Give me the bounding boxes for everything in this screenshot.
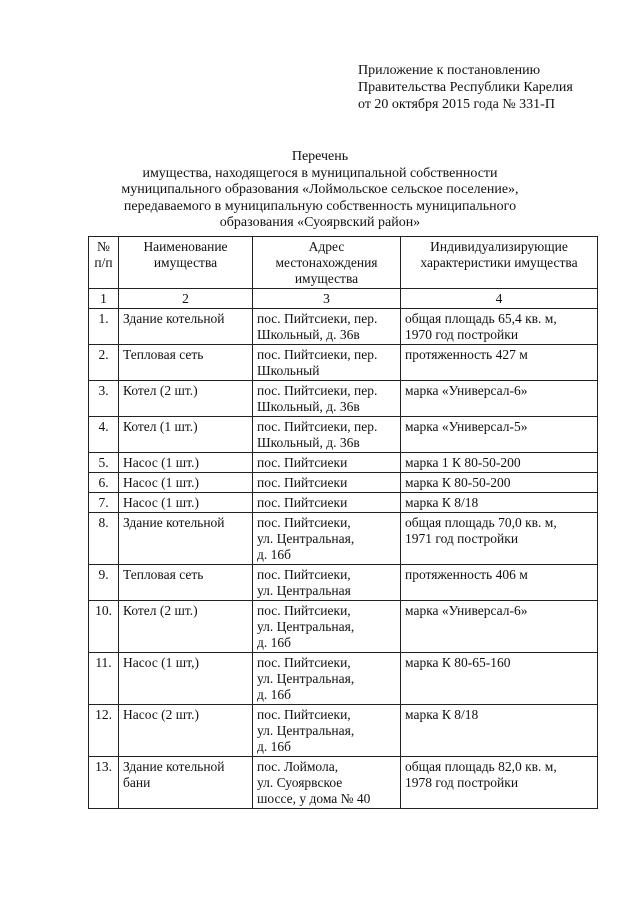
cell-line: марка К 80-65-160 — [405, 655, 511, 670]
cell-number: 12. — [89, 705, 119, 757]
cell-line: пос. Пийтсиеки, пер. — [257, 419, 378, 434]
cell-line: 1970 год постройки — [405, 327, 519, 342]
cell-line: Насос (1 шт.) — [123, 455, 199, 470]
cell-line: д. 16б — [257, 547, 291, 562]
cell-line: пос. Пийтсиеки, — [257, 515, 351, 530]
cell-number: 5. — [89, 453, 119, 473]
cell-characteristics — [401, 417, 598, 453]
table-row — [89, 493, 598, 513]
cell-characteristics — [401, 309, 598, 345]
cell-line: Насос (2 шт.) — [123, 707, 199, 722]
cell-line: Насос (1 шт.) — [123, 475, 199, 490]
table-header-row — [89, 237, 598, 289]
cell-line: ул. Суоярвское — [257, 775, 343, 790]
cell-line: марка «Универсал-5» — [405, 419, 528, 434]
cell-number: 10. — [89, 601, 119, 653]
cell-line: д. 16б — [257, 687, 291, 702]
appendix-note — [358, 62, 573, 113]
cell-number: 6. — [89, 473, 119, 493]
cell-line: бани — [123, 775, 151, 790]
cell-address — [253, 453, 401, 473]
cell-line: пос. Пийтсиеки — [257, 475, 348, 490]
cell-line: Котел (2 шт.) — [123, 383, 198, 398]
cell-line: Котел (1 шт.) — [123, 419, 198, 434]
cell-name — [119, 345, 253, 381]
cell-characteristics — [401, 653, 598, 705]
cell-line: Школьный — [257, 363, 320, 378]
cell-name — [119, 653, 253, 705]
cell-line: пос. Пийтсиеки, пер. — [257, 311, 378, 326]
cell-line: ул. Центральная, — [257, 531, 355, 546]
cell-address — [253, 309, 401, 345]
cell-line: пос. Пийтсиеки, — [257, 603, 351, 618]
appendix-line: Правительства Республики Карелия — [358, 80, 573, 95]
heading-line: образования «Суоярвский район» — [219, 215, 421, 230]
cell-line: Котел (2 шт.) — [123, 603, 198, 618]
cell-number: 7. — [89, 493, 119, 513]
cell-characteristics — [401, 345, 598, 381]
cell-address — [253, 601, 401, 653]
table-row — [89, 473, 598, 493]
cell-line: пос. Пийтсиеки — [257, 495, 348, 510]
cell-name — [119, 565, 253, 601]
cell-address — [253, 653, 401, 705]
column-index: 1 — [89, 289, 119, 309]
header-line: имущества — [294, 271, 359, 286]
property-table — [88, 236, 598, 809]
cell-characteristics — [401, 453, 598, 473]
cell-line: ул. Центральная, — [257, 723, 355, 738]
cell-line: марка К 8/18 — [405, 707, 479, 722]
cell-characteristics — [401, 493, 598, 513]
cell-name — [119, 473, 253, 493]
cell-line: пос. Лоймола, — [257, 759, 339, 774]
table-row — [89, 417, 598, 453]
cell-line: Школьный, д. 36в — [257, 435, 360, 450]
cell-line: ул. Центральная — [257, 583, 351, 598]
heading-line: муниципального образования «Лоймольское сельское поселение», — [121, 182, 519, 197]
header-line: Наименование — [143, 239, 228, 254]
cell-line: марка К 80-50-200 — [405, 475, 511, 490]
cell-line: ул. Центральная, — [257, 619, 355, 634]
cell-number: 1. — [89, 309, 119, 345]
column-index: 4 — [401, 289, 598, 309]
heading-line: передаваемого в муниципальную собственность муниципального — [123, 198, 517, 214]
cell-line: протяженность 427 м — [405, 347, 528, 362]
cell-address — [253, 705, 401, 757]
table-row — [89, 513, 598, 565]
cell-line: марка К 8/18 — [405, 495, 479, 510]
header-name — [119, 237, 253, 289]
cell-line: 1971 год постройки — [405, 531, 519, 546]
cell-characteristics — [401, 513, 598, 565]
header-line: имущества — [153, 255, 218, 270]
cell-number: 13. — [89, 757, 119, 809]
cell-line: Тепловая сеть — [123, 567, 204, 582]
cell-characteristics — [401, 381, 598, 417]
cell-line: общая площадь 70,0 кв. м, — [405, 515, 557, 530]
cell-line: Здание котельной — [123, 311, 225, 326]
cell-line: пос. Пийтсиеки, пер. — [257, 383, 378, 398]
cell-number: 8. — [89, 513, 119, 565]
cell-characteristics — [401, 601, 598, 653]
cell-name — [119, 705, 253, 757]
table-row — [89, 565, 598, 601]
cell-name — [119, 493, 253, 513]
cell-number: 3. — [89, 381, 119, 417]
cell-line: пос. Пийтсиеки, — [257, 655, 351, 670]
table-row — [89, 453, 598, 473]
heading-line: Перечень — [291, 149, 349, 164]
table-row — [89, 601, 598, 653]
cell-line: Насос (1 шт,) — [123, 655, 199, 670]
cell-characteristics — [401, 565, 598, 601]
table-row — [89, 345, 598, 381]
cell-name — [119, 381, 253, 417]
cell-characteristics — [401, 705, 598, 757]
cell-line: ул. Центральная, — [257, 671, 355, 686]
table-row — [89, 653, 598, 705]
cell-address — [253, 417, 401, 453]
cell-address — [253, 565, 401, 601]
cell-line: 1978 год постройки — [405, 775, 519, 790]
cell-name — [119, 601, 253, 653]
cell-number: 4. — [89, 417, 119, 453]
table-body — [89, 309, 598, 809]
cell-address — [253, 381, 401, 417]
cell-line: шоссе, у дома № 40 — [257, 791, 371, 806]
header-characteristics — [401, 237, 598, 289]
cell-line: Насос (1 шт.) — [123, 495, 199, 510]
cell-line: Школьный, д. 36в — [257, 327, 360, 342]
cell-line: Школьный, д. 36в — [257, 399, 360, 414]
column-index: 2 — [119, 289, 253, 309]
cell-address — [253, 757, 401, 809]
cell-line: пос. Пийтсиеки — [257, 455, 348, 470]
table-row — [89, 309, 598, 345]
cell-number: 9. — [89, 565, 119, 601]
cell-line: Здание котельной — [123, 759, 225, 774]
cell-name — [119, 453, 253, 473]
document-heading — [60, 149, 580, 232]
table-row — [89, 705, 598, 757]
cell-line: пос. Пийтсиеки, — [257, 707, 351, 722]
cell-number: 11. — [89, 653, 119, 705]
cell-line: марка «Универсал-6» — [405, 383, 528, 398]
cell-line: протяженность 406 м — [405, 567, 528, 582]
header-line: № — [97, 239, 110, 254]
header-number — [89, 237, 119, 289]
cell-number: 2. — [89, 345, 119, 381]
header-line: п/п — [94, 255, 113, 270]
cell-name — [119, 417, 253, 453]
cell-line: Здание котельной — [123, 515, 225, 530]
cell-line: Тепловая сеть — [123, 347, 204, 362]
header-line: Адрес — [308, 239, 345, 254]
cell-name — [119, 309, 253, 345]
cell-name — [119, 513, 253, 565]
table-row — [89, 381, 598, 417]
cell-line: пос. Пийтсиеки, — [257, 567, 351, 582]
cell-line: общая площадь 65,4 кв. м, — [405, 311, 557, 326]
table-row — [89, 757, 598, 809]
cell-line: марка «Универсал-6» — [405, 603, 528, 618]
header-address — [253, 237, 401, 289]
cell-line: общая площадь 82,0 кв. м, — [405, 759, 557, 774]
heading-line: имущества, находящегося в муниципальной собственности — [142, 165, 498, 181]
cell-address — [253, 493, 401, 513]
cell-characteristics — [401, 473, 598, 493]
header-line: характеристики имущества — [420, 255, 578, 270]
cell-address — [253, 513, 401, 565]
cell-characteristics — [401, 757, 598, 809]
column-index-row — [89, 289, 598, 309]
cell-name — [119, 757, 253, 809]
cell-address — [253, 473, 401, 493]
cell-line: пос. Пийтсиеки, пер. — [257, 347, 378, 362]
appendix-line: Приложение к постановлению — [358, 63, 541, 78]
cell-line: марка 1 К 80-50-200 — [405, 455, 521, 470]
cell-line: д. 16б — [257, 635, 291, 650]
cell-address — [253, 345, 401, 381]
appendix-line: от 20 октября 2015 года № 331-П — [358, 97, 555, 112]
header-line: Индивидуализирующие — [430, 239, 568, 254]
column-index: 3 — [253, 289, 401, 309]
header-line: местонахождения — [275, 255, 378, 270]
cell-line: д. 16б — [257, 739, 291, 754]
